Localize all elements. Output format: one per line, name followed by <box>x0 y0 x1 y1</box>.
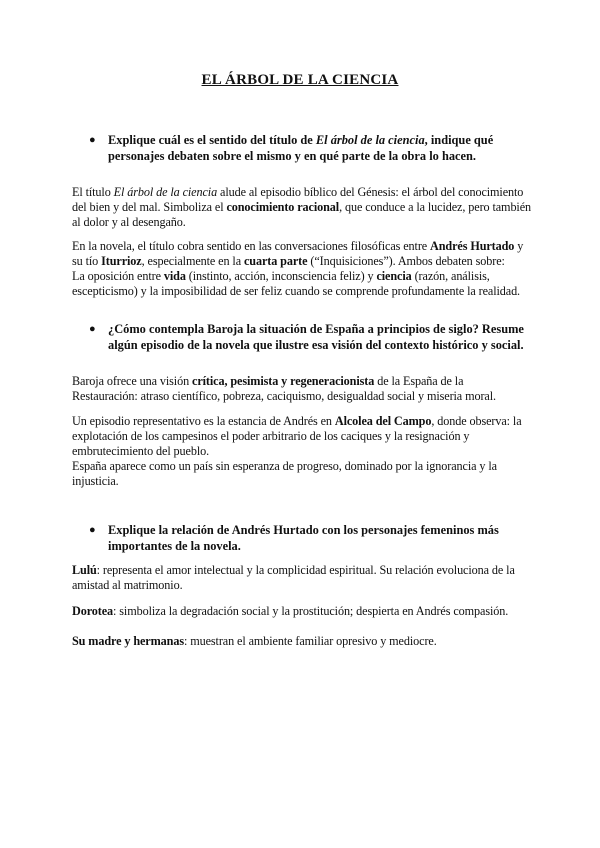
question-3-text: Explique la relación de Andrés Hurtado con los personajes femeninos más importantes de la novela. <box>108 523 499 553</box>
paragraph-1: El título El árbol de la ciencia alude al episodio bíblico del Génesis: el árbol del conocimiento del bien y del mal. Simboliza el conocimiento racional, que conduce a la lucidez, pero también al dolor y al desengaño. <box>72 185 532 229</box>
paragraph-7: Su madre y hermanas: muestran el ambiente familiar opresivo y mediocre. <box>72 634 437 648</box>
question-1-text: Explique cuál es el sentido del título de El árbol de la ciencia, indique qué personajes debaten sobre el mismo y en qué parte de la obra lo hacen. <box>108 133 494 163</box>
bullet-icon: ● <box>89 524 96 536</box>
bullet-icon: ● <box>89 323 96 335</box>
document-title: EL ÁRBOL DE LA CIENCIA <box>201 72 399 88</box>
paragraph-6: Dorotea: simboliza la degradación social y la prostitución; despierta en Andrés compasión. <box>72 604 509 618</box>
paragraph-3: Baroja ofrece una visión crítica, pesimista y regeneracionista de la España de la Restauración: atraso científico, pobreza, caciquismo, desigualdad social y miseria moral. <box>72 374 496 403</box>
paragraph-5: Lulú: representa el amor intelectual y la complicidad espiritual. Su relación evoluciona de la amistad al matrimonio. <box>72 563 515 592</box>
question-2-text: ¿Cómo contempla Baroja la situación de España a principios de siglo? Resume algún episodio de la novela que ilustre esa visión del contexto histórico y social. <box>108 322 524 352</box>
bullet-icon: ● <box>89 134 96 146</box>
paragraph-2: En la novela, el título cobra sentido en las conversaciones filosóficas entre Andrés Hurtado y su tío Iturrioz, especialmente en la cuarta parte (“Inquisiciones”). Ambos debaten sobre: La oposición entre vida (instinto, acción, inconsciencia feliz) y ciencia (razón, análisis, escepticismo) y la imposibilidad de ser feliz cuando se comprende profundamente la realidad. <box>72 239 524 298</box>
paragraph-4: Un episodio representativo es la estancia de Andrés en Alcolea del Campo, donde observa: la explotación de los campesinos el poder arbitrario de los caciques y la resignación y embrutecimiento del pueblo. España aparece como un país sin esperanza de progreso, dominado por la ignorancia y la injusticia. <box>72 414 522 488</box>
